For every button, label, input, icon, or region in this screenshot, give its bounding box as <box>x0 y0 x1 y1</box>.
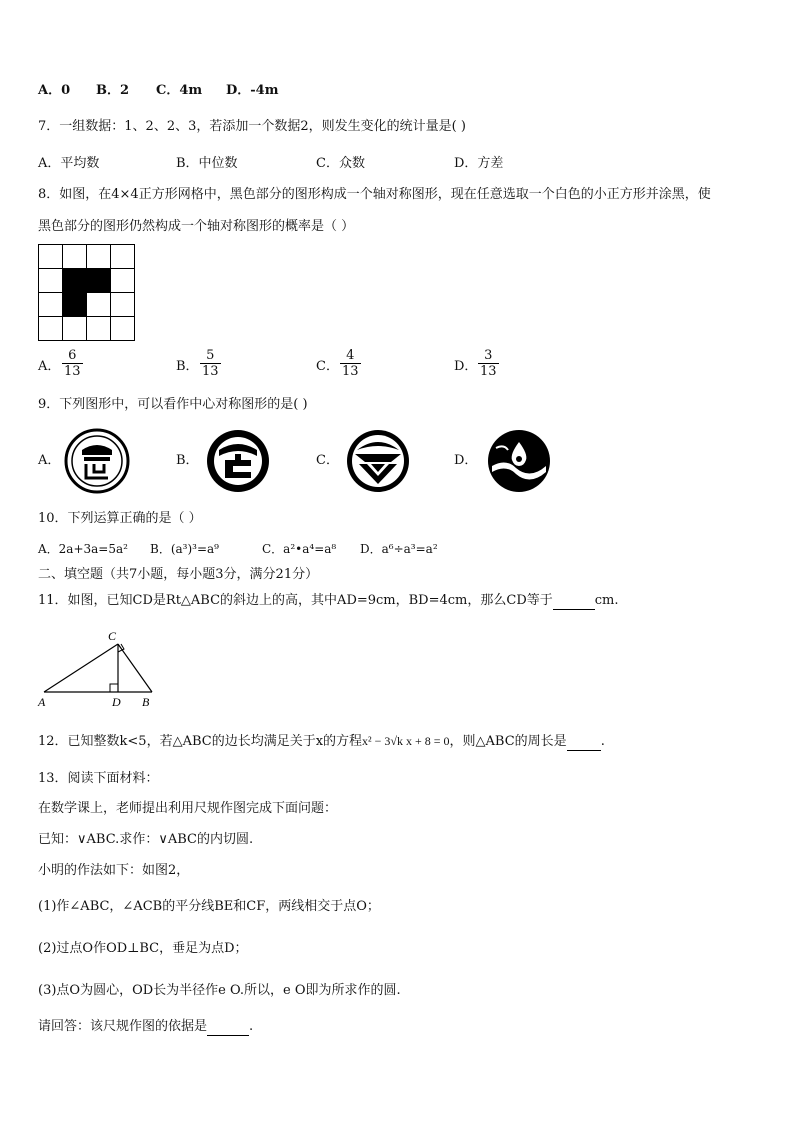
q7-option-d: D．方差 <box>454 156 504 171</box>
q6-option-c: C．4m <box>156 83 203 98</box>
q10-option-b: B．(a³)³=a⁹ <box>150 542 219 556</box>
q9-stem: 9．下列图形中，可以看作中心对称图形的是( ) <box>38 397 308 412</box>
q11-stem-post: cm. <box>594 593 619 608</box>
q8-c-denominator: 13 <box>342 364 359 379</box>
q13-line-5: (1)作∠ABC，∠ACB的平分线BE和CF，两线相交于点O； <box>38 899 380 914</box>
q13-line-3: 已知：∨ABC.求作：∨ABC的内切圆. <box>38 832 254 847</box>
q8-option-b-label: B． <box>176 359 199 374</box>
q13-answer-blank <box>207 1035 249 1036</box>
q8-b-denominator: 13 <box>202 364 219 379</box>
q12-stem <box>38 732 605 751</box>
q7-option-b: B．中位数 <box>176 156 238 171</box>
q11-label-b: B <box>142 695 150 709</box>
q7-option-c: C．众数 <box>316 156 365 171</box>
q10-option-d: D．a⁶÷a³=a² <box>360 542 438 556</box>
q9-option-c-label: C． <box>316 453 339 468</box>
bank-logo-a-icon <box>64 428 130 494</box>
q13-line-7: (3)点O为圆心，OD长为半径作e O.所以，e O即为所求作的圆. <box>38 983 401 998</box>
q11-stem-pre: 11．如图，已知CD是Rt△ABC的斜边上的高，其中AD=9cm，BD=4cm，那么CD等于 <box>38 593 553 608</box>
q8-option-d-fraction <box>478 348 499 379</box>
q8-stem-line2: 黑色部分的图形仍然构成一个轴对称图形的概率是（ ） <box>38 219 355 234</box>
q10-stem: 10．下列运算正确的是（ ） <box>38 511 202 526</box>
q11-label-c: C <box>108 629 117 643</box>
q12-stem-pre: 12．已知整数k<5，若△ABC的边长均满足关于x的方程 <box>38 734 363 749</box>
q8-a-numerator: 6 <box>62 348 83 364</box>
q8-stem-line1: 8．如图，在4×4正方形网格中，黑色部分的图形构成一个轴对称图形，现在任意选取一个白色的小正方形并涂黑，使 <box>38 187 711 202</box>
q8-option-a-label: A． <box>38 359 61 374</box>
q9-option-b-label: B． <box>176 453 199 468</box>
q13-line-8-post: . <box>249 1019 254 1034</box>
q13-line-8-pre: 请回答：该尺规作图的依据是 <box>38 1019 208 1034</box>
q11-label-d: D <box>112 695 121 709</box>
q12-answer-blank <box>567 750 601 751</box>
bank-logo-d-icon <box>486 428 552 494</box>
q12-stem-post: ，则△ABC的周长是 <box>449 734 567 749</box>
q11-triangle-figure <box>34 626 164 712</box>
q8-c-numerator: 4 <box>340 348 361 364</box>
q6-option-b: B．2 <box>96 83 130 98</box>
q11-answer-blank <box>553 609 595 610</box>
q8-option-d-label: D． <box>454 359 478 374</box>
q8-option-c-label: C． <box>316 359 339 374</box>
q13-line-1: 13．阅读下面材料： <box>38 771 159 786</box>
q11-label-a: A <box>38 695 46 709</box>
q9-option-d-label: D． <box>454 453 478 468</box>
q8-option-a-fraction <box>62 348 83 379</box>
q13-line-8 <box>38 1018 253 1036</box>
q8-a-denominator: 13 <box>64 364 81 379</box>
q13-line-6: (2)过点O作OD⊥BC，垂足为点D； <box>38 941 248 956</box>
bank-logo-b-icon <box>205 428 271 494</box>
q8-b-numerator: 5 <box>200 348 221 364</box>
q7-option-a: A．平均数 <box>38 156 100 171</box>
q8-option-b-fraction <box>200 348 221 379</box>
q12-equation: x² − 3√k x + 8 = 0 <box>362 734 450 748</box>
q10-option-a: A．2a+3a=5a² <box>38 542 128 556</box>
q11-stem <box>38 592 619 610</box>
q8-d-numerator: 3 <box>478 348 499 364</box>
q13-line-2: 在数学课上，老师提出利用尺规作图完成下面问题： <box>38 801 338 816</box>
q8-d-denominator: 13 <box>480 364 497 379</box>
q8-grid-figure <box>38 244 135 341</box>
q6-option-a: A．0 <box>38 83 71 98</box>
q13-line-4: 小明的作法如下：如图2， <box>38 863 190 878</box>
q12-end: . <box>600 734 605 749</box>
q6-option-d: D．-4m <box>226 83 279 98</box>
q7-stem: 7．一组数据：1、2、2、3，若添加一个数据2，则发生变化的统计量是( ) <box>38 119 466 134</box>
bank-logo-c-icon <box>345 428 411 494</box>
q10-option-c: C．a²•a⁴=a⁸ <box>262 542 337 556</box>
q9-option-a-label: A． <box>38 453 61 468</box>
q8-option-c-fraction <box>340 348 361 379</box>
section-2-title: 二、填空题（共7小题，每小题3分，满分21分） <box>38 567 319 582</box>
